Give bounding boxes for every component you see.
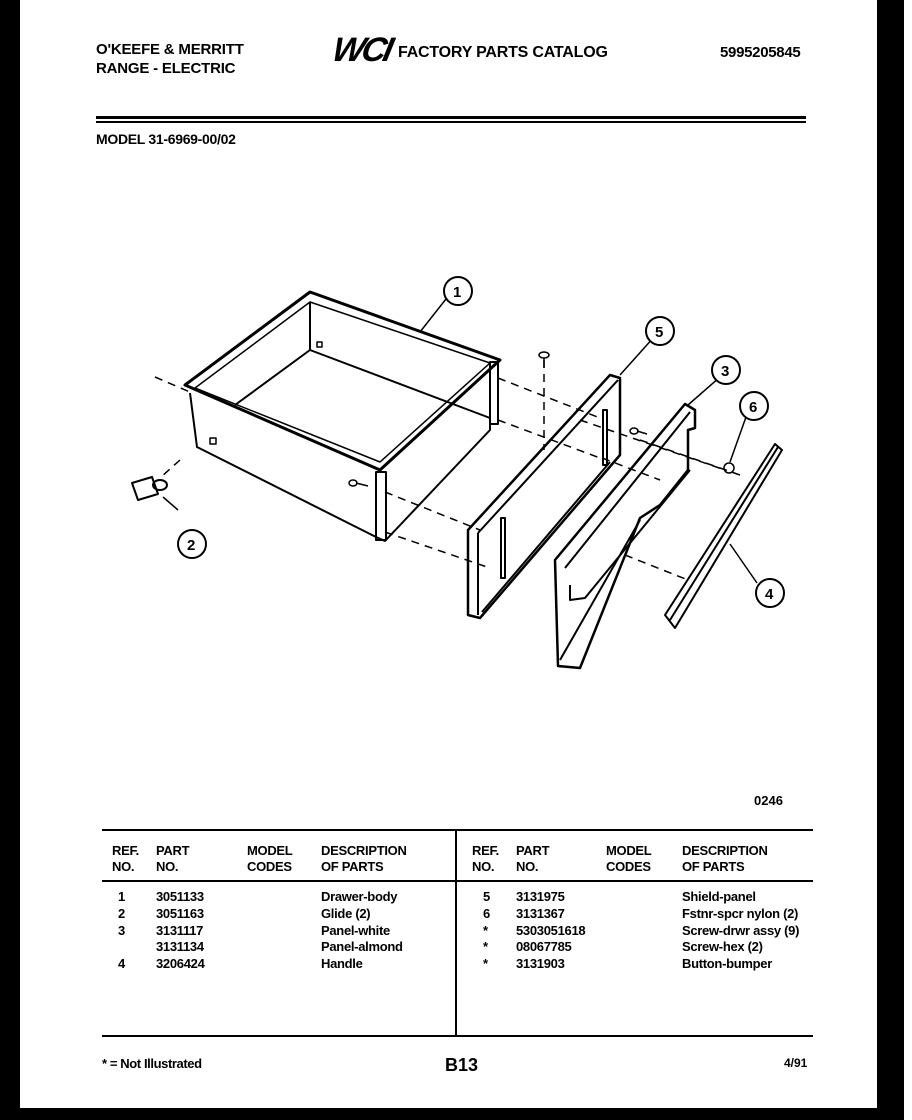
callout-3 <box>712 356 740 384</box>
svg-text:2: 2 <box>187 537 196 554</box>
table-divider <box>455 830 457 1036</box>
exploded-parts-diagram <box>20 0 877 800</box>
callout-5 <box>646 317 674 345</box>
callout-6 <box>740 392 768 420</box>
header-description: DESCRIPTION OF PARTS <box>321 843 407 874</box>
callout-1 <box>444 277 472 305</box>
left-part-column: 3051133 3051163 3131117 3131134 3206424 <box>156 889 205 972</box>
front-panel-drawing <box>555 404 695 668</box>
catalog-page <box>20 0 877 1108</box>
table-header-rule <box>102 880 813 882</box>
right-part-column: 3131975 3131367 5303051618 08067785 3131903 <box>516 889 586 972</box>
catalog-number: 5995205845 <box>720 44 801 61</box>
page-number: B13 <box>445 1055 479 1075</box>
wci-logo: WCI <box>328 31 395 69</box>
drawer-body-drawing <box>185 292 500 541</box>
glide-drawing <box>132 477 167 500</box>
header-model-codes-right: MODEL CODES <box>606 843 652 874</box>
table-top-rule <box>102 829 813 831</box>
scan-edge <box>904 0 912 1120</box>
svg-text:4: 4 <box>765 586 774 603</box>
left-description-column: Drawer-body Glide (2) Panel-white Panel-almond Handle <box>321 889 403 972</box>
table-bottom-rule <box>102 1035 813 1037</box>
svg-text:3: 3 <box>721 363 730 380</box>
product-type: RANGE - ELECTRIC <box>96 60 236 77</box>
header-description-right: DESCRIPTION OF PARTS <box>682 843 768 874</box>
figure-number: 0246 <box>754 793 783 808</box>
right-description-column: Shield-panel Fstnr-spcr nylon (2) Screw-drwr assy (9) Screw-hex (2) Button-bumper <box>682 889 800 972</box>
svg-text:1: 1 <box>453 284 462 301</box>
model-number: MODEL 31-6969-00/02 <box>96 131 236 147</box>
header-part-no: PART NO. <box>156 843 190 874</box>
header-model-codes: MODEL CODES <box>247 843 293 874</box>
right-ref-column: 5 6 * * * <box>483 889 490 972</box>
callout-2 <box>178 530 206 558</box>
revision-date: 4/91 <box>784 1056 808 1070</box>
catalog-title: FACTORY PARTS CATALOG <box>398 44 608 61</box>
callout-4 <box>756 579 784 607</box>
header-ref-no: REF. NO. <box>112 843 139 874</box>
brand-name: O'KEEFE & MERRITT <box>96 41 244 58</box>
svg-text:5: 5 <box>655 324 664 341</box>
svg-text:6: 6 <box>749 399 758 416</box>
header-part-no-right: PART NO. <box>516 843 550 874</box>
header-ref-no-right: REF. NO. <box>472 843 499 874</box>
not-illustrated-note: * = Not Illustrated <box>102 1056 202 1071</box>
left-ref-column: 1 2 3 4 <box>118 889 125 972</box>
